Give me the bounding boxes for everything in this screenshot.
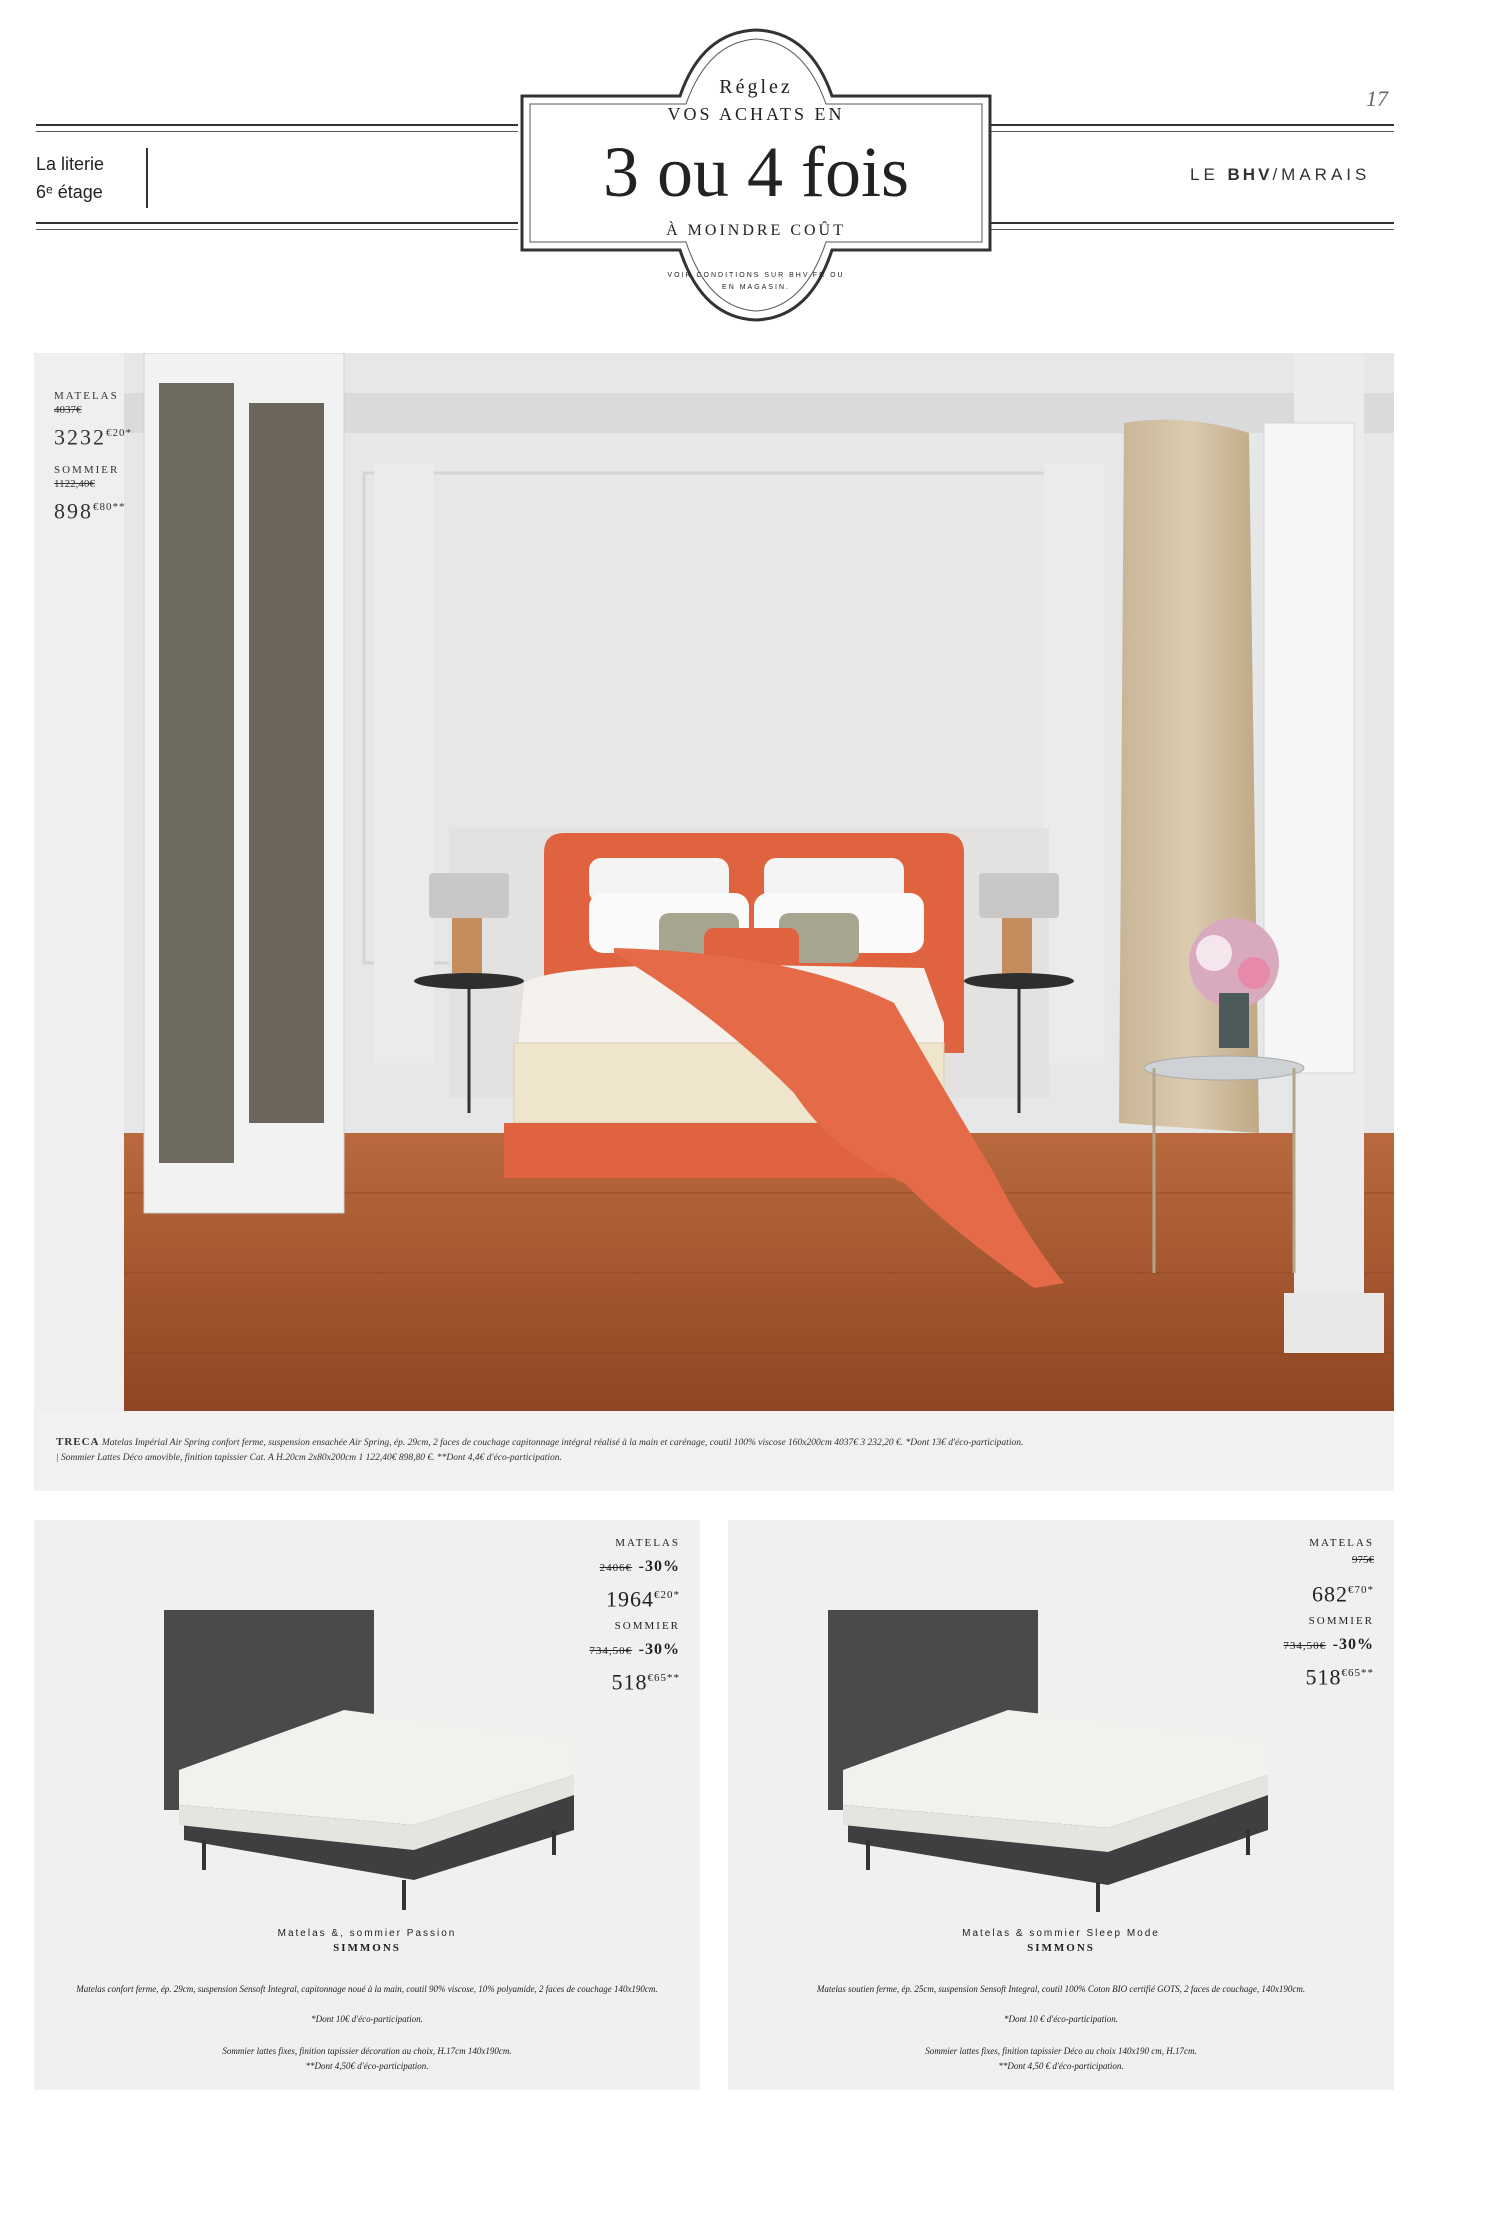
- hero-base-price-cents: €80**: [93, 501, 126, 514]
- sleepmode-bed-image: [728, 1580, 1394, 1920]
- sleepmode-base-old-price: 734,50€: [1283, 1640, 1327, 1653]
- hero-mattress-price-cents: €20*: [106, 427, 132, 439]
- section-name: La literie: [36, 154, 105, 174]
- hero-caption-line2: | Sommier Lattes Déco amovible, finition tapissier Cat. A H.20cm 2x80x200cm 1 122,40€ 898,80 €. **Dont 4,4€ d'éco-participation.: [56, 1453, 562, 1463]
- hero-caption-brand: TRECA: [56, 1436, 100, 1448]
- sleepmode-mattress-old-price: 975€: [1352, 1554, 1374, 1566]
- sleepmode-desc-mattress: Matelas soutien ferme, ép. 25cm, suspension Sensoft Integral, coutil 100% Coton BIO certifié GOTS, 2 faces de couchage, 140x190cm.: [816, 1984, 1306, 1994]
- sleepmode-base-price-cents: €65**: [1341, 1667, 1374, 1680]
- passion-base-price-cents: €65**: [647, 1672, 680, 1685]
- passion-base-old-price: 734,50€: [589, 1645, 633, 1658]
- bedroom-illustration: [34, 353, 1394, 1411]
- hero-caption-line1: [56, 1435, 1376, 1450]
- passion-desc-mattress: Matelas confort ferme, ép. 29cm, suspension Sensoft Integral, capitonnage noué à la main, coutil 90% viscose, 10% polyamide, 2 faces de couchage 140x190cm.: [76, 1984, 658, 1994]
- product-card-passion: [34, 1520, 700, 2090]
- sleepmode-mattress-price-euros: 682: [1312, 1581, 1348, 1607]
- section-label: [36, 150, 104, 206]
- page-number: 17: [1366, 86, 1388, 111]
- sleepmode-mattress-label: MATELAS: [1309, 1537, 1374, 1549]
- product-card-sleep-mode: [728, 1520, 1394, 2090]
- hero-mattress-price: [54, 417, 132, 453]
- hero-base-old-price: 1122,40€: [54, 478, 95, 491]
- sleepmode-desc-eco2: **Dont 4,50 € d'éco-participation.: [998, 2061, 1124, 2071]
- header-rule-top-right-thin: [974, 131, 1394, 132]
- sleepmode-base-discount: -30%: [1332, 1636, 1374, 1654]
- passion-base-price-euros: 518: [611, 1669, 648, 1695]
- header-rule-bottom-left: [36, 222, 518, 224]
- brand-logo-right: /MARAIS: [1272, 165, 1371, 184]
- sleepmode-desc-eco1: *Dont 10 € d'éco-participation.: [1004, 2014, 1118, 2024]
- passion-mattress-discount-row: [589, 1550, 680, 1581]
- header-rule-bottom-right: [974, 222, 1394, 224]
- passion-desc-eco1: *Dont 10€ d'éco-participation.: [311, 2014, 423, 2024]
- hero-mattress-price-euros: 3232: [54, 424, 106, 450]
- passion-bed-image: [34, 1580, 700, 1920]
- header-rule-top-left: [36, 124, 518, 126]
- passion-mattress-price-euros: 1964: [606, 1586, 654, 1612]
- badge-headline: 3 ou 4 fois: [603, 132, 909, 212]
- passion-mattress-old-price: 2406€: [599, 1562, 633, 1574]
- header-rule-bottom-right-thin: [974, 229, 1394, 230]
- payment-badge: [512, 24, 1000, 326]
- hero-mattress-old-price: 4037€: [54, 404, 82, 416]
- bedroom-photo: [34, 353, 1394, 1411]
- passion-desc-eco2: **Dont 4,50€ d'éco-participation.: [305, 2061, 429, 2071]
- hero-base-price-euros: 898: [54, 498, 93, 524]
- header-rule-bottom-left-thin: [36, 229, 518, 230]
- passion-mattress-label: MATELAS: [615, 1537, 680, 1549]
- hero-base-price: [54, 491, 132, 527]
- passion-mattress-price-cents: €20*: [654, 1589, 680, 1601]
- section-divider: [146, 148, 148, 208]
- sleepmode-brand: SIMMONS: [1027, 1942, 1095, 1954]
- sleepmode-base-price-euros: 518: [1305, 1664, 1342, 1690]
- passion-base-label: SOMMIER: [614, 1620, 680, 1633]
- header-rule-top-right: [974, 124, 1394, 126]
- hero-caption-text1: Matelas Impérial Air Spring confort ferme, suspension ensachée Air Spring, ép. 29cm, 2 faces de couchage capitonnage intégral réalisé à la main et carénage, coutil 100% viscose 160x200cm 4037€ 3 232,20 €. *Dont 13€ d'éco-participation.: [99, 1438, 1024, 1448]
- passion-brand: SIMMONS: [333, 1942, 401, 1954]
- brand-logo: [1190, 165, 1370, 185]
- hero-mattress-label: MATELAS: [54, 390, 119, 402]
- passion-desc-base: Sommier lattes fixes, finition tapissier décoration au choix, H.17cm 140x190cm.: [222, 2046, 512, 2056]
- badge-line3: À MOINDRE COÛT: [666, 222, 846, 239]
- header-rule-top-left-thin: [36, 131, 518, 132]
- passion-base-discount: -30%: [638, 1641, 680, 1659]
- badge-line1: Réglez: [719, 76, 793, 98]
- hero-caption: [34, 1411, 1394, 1491]
- brand-logo-bold: BHV: [1227, 165, 1273, 184]
- sleepmode-base-label: SOMMIER: [1308, 1615, 1374, 1628]
- badge-line2: VOS ACHATS EN: [667, 104, 845, 124]
- badge-conditions: VOIR CONDITIONS SUR BHV.FR OU EN MAGASIN.: [667, 272, 845, 291]
- passion-mattress-discount: -30%: [638, 1558, 680, 1575]
- sleepmode-product-name: Matelas & sommier Sleep Mode: [962, 1928, 1160, 1939]
- passion-product-name: Matelas &, sommier Passion: [277, 1928, 457, 1939]
- hero-base-label: SOMMIER: [54, 464, 120, 477]
- sleepmode-mattress-price-cents: €70*: [1348, 1584, 1374, 1596]
- hero-prices: [54, 389, 132, 528]
- sleepmode-desc-base: Sommier lattes fixes, finition tapissier Déco au choix 140x190 cm, H.17cm.: [925, 2046, 1197, 2056]
- section-floor: 6ᵉ étage: [36, 182, 103, 202]
- brand-logo-left: LE: [1190, 165, 1228, 184]
